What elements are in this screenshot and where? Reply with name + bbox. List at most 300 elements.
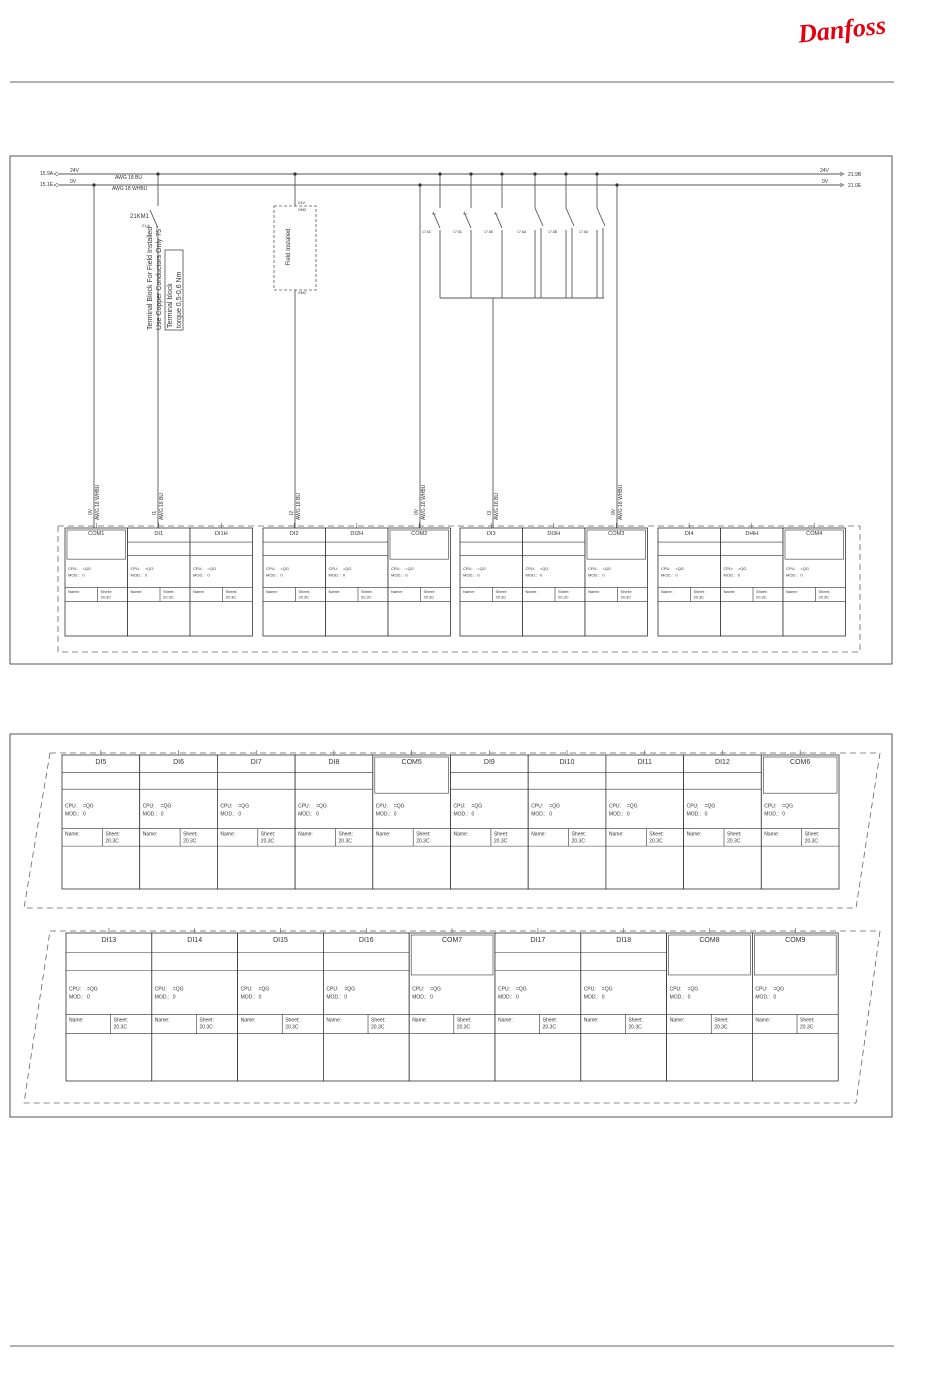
cpu-value: =QG: [342, 566, 352, 572]
mod-label: MOD.:: [391, 572, 403, 578]
sheet-label: Sheet:: [804, 831, 820, 838]
cpu-value: =QG: [430, 986, 441, 993]
sheet-label: Sheet:: [649, 831, 664, 838]
sheet-label: Sheet:: [416, 831, 431, 838]
mod-value: 0: [516, 994, 519, 1001]
sheet-value: 20.3C: [495, 594, 507, 600]
sheet-label: Sheet:: [558, 589, 570, 594]
contact-group: [422, 172, 605, 298]
sheet-value: 20.3C: [113, 1024, 127, 1031]
cpu-value: =QG: [773, 986, 785, 993]
sheet-value: 20.3C: [225, 594, 237, 600]
cpu-label: CPU:: [69, 986, 81, 993]
sheet-value: 20.3C: [423, 594, 435, 600]
mod-value: 0: [83, 811, 86, 818]
sheet-value: 20.3C: [693, 594, 705, 600]
cpu-value: =QG: [549, 803, 560, 810]
module-row-1: [65, 523, 846, 636]
cpu-label: CPU:: [391, 566, 401, 572]
cpu-value: =QG: [471, 803, 483, 810]
terminal-label: DI8: [328, 759, 340, 766]
mod-label: MOD.:: [686, 811, 702, 818]
name-label: Name:: [498, 1017, 513, 1024]
mod-label: MOD.:: [298, 811, 313, 818]
in-bottom-label: 15.1E: [40, 182, 54, 188]
terminal-label: DI2: [289, 531, 299, 538]
sheet-label: Sheet:: [818, 589, 831, 594]
wire-signal-label: I1: [152, 510, 158, 515]
sheet-value: 20.3C: [620, 594, 632, 600]
cpu-label: CPU:: [531, 803, 544, 810]
terminal-label: DI5: [95, 759, 107, 766]
sheet-label: Sheet:: [571, 831, 587, 838]
mod-label: MOD.:: [220, 811, 235, 818]
sheet-value: 20.3C: [260, 838, 275, 845]
rail-0v-label: 0V: [70, 179, 77, 185]
cpu-value: =QG: [602, 566, 611, 572]
terminal-label: COM8: [699, 937, 720, 944]
mod-label: MOD.:: [661, 572, 673, 578]
in-top-label: 15.9A: [40, 171, 54, 177]
mod-label: MOD.:: [68, 572, 80, 578]
cpu-label: CPU:: [723, 566, 734, 572]
module-cell-di13: [66, 928, 152, 1081]
cpu-label: CPU:: [412, 986, 425, 993]
mod-value: 0: [675, 572, 678, 578]
field-top-label: 24V: [298, 200, 306, 205]
field-installed-box: [274, 206, 316, 290]
mod-value: 0: [344, 994, 348, 1001]
cpu-label: CPU:: [661, 566, 671, 572]
sheet-label: Sheet:: [495, 589, 508, 594]
cpu-value: =QG: [405, 566, 414, 572]
module-cell-di4h: [721, 523, 784, 636]
module-cell-di18: [581, 928, 667, 1081]
wire-awg-label: AWG 18 BU: [494, 492, 500, 520]
sheet-label: Sheet:: [628, 1017, 643, 1024]
contact-5: [548, 172, 574, 298]
terminal-label: DI3H: [547, 531, 561, 538]
contact-tag: 17.6A: [517, 230, 527, 234]
mod-value: 0: [238, 811, 242, 818]
cpu-label: CPU:: [588, 566, 598, 572]
mod-value: 0: [144, 572, 148, 578]
cpu-value: =QG: [601, 986, 613, 993]
mod-label: MOD.:: [764, 811, 779, 818]
sheet-label: Sheet:: [199, 1017, 214, 1024]
cpu-value: =QG: [160, 803, 172, 810]
cpu-value: =QG: [393, 803, 405, 810]
wire-signal-label: I3: [487, 510, 493, 515]
sheet-value: 20.3C: [163, 594, 174, 600]
cpu-value: =QG: [280, 566, 289, 572]
name-label: Name:: [154, 1017, 170, 1024]
sheet-value: 20.3C: [199, 1024, 213, 1031]
cpu-value: =QG: [704, 803, 716, 810]
cpu-value: =QG: [516, 986, 527, 993]
sheet-value: 20.3C: [542, 1024, 556, 1031]
name-label: Name:: [240, 1017, 256, 1024]
mod-value: 0: [782, 811, 786, 818]
mod-label: MOD.:: [498, 994, 513, 1001]
terminal-label: DI2H: [350, 531, 364, 538]
sheet-label: Sheet:: [361, 589, 373, 594]
mod-label: MOD.:: [375, 811, 391, 818]
rail-24v-label: 24V: [70, 168, 79, 174]
cpu-label: CPU:: [142, 803, 155, 810]
contact-3: [484, 172, 504, 298]
mod-value: 0: [539, 572, 543, 578]
sheet-label: Sheet:: [371, 1017, 386, 1024]
terminal-note-line1: Terminal Block For Field Installed: [147, 226, 154, 330]
wire-signal-label: 0V: [88, 508, 94, 515]
cpu-label: CPU:: [498, 986, 510, 993]
name-label: Name:: [686, 831, 702, 838]
mod-value: 0: [342, 572, 346, 578]
terminal-label: COM9: [785, 937, 806, 944]
mod-value: 0: [405, 572, 408, 578]
mod-label: MOD.:: [65, 811, 80, 818]
name-label: Name:: [453, 831, 469, 838]
field-installed-label: Field Installed: [286, 228, 292, 266]
sheet-value: 20.3C: [285, 1024, 299, 1031]
mod-value: 0: [393, 811, 397, 818]
module-cell-com7: [409, 928, 495, 1081]
terminal-label: DI4H: [745, 531, 759, 538]
mod-value: 0: [172, 994, 176, 1001]
sheet-label: Sheet:: [727, 831, 742, 838]
terminal-label: DI12: [715, 759, 730, 766]
mod-value: 0: [316, 811, 319, 818]
cpu-value: =QG: [675, 566, 684, 572]
mod-label: MOD.:: [525, 572, 538, 578]
cpu-label: CPU:: [193, 566, 203, 572]
mod-label: MOD.:: [531, 811, 546, 818]
module-cell-di8: [295, 750, 373, 889]
module-cell-di3: [460, 523, 523, 636]
module-cell-com9: [752, 928, 838, 1081]
terminal-note-box2: torque 0,5-0,6 Nm: [176, 271, 183, 328]
sheet-label: Sheet:: [693, 589, 706, 594]
terminal-note: [147, 226, 183, 330]
wire-signal-label: I2: [289, 510, 295, 515]
name-label: Name:: [588, 589, 600, 594]
cpu-label: CPU:: [786, 566, 796, 572]
mod-value: 0: [477, 572, 480, 578]
sheet-value: 20.3C: [298, 594, 310, 600]
name-label: Name:: [266, 589, 278, 594]
cpu-value: =QG: [477, 566, 486, 572]
cpu-label: CPU:: [68, 566, 78, 572]
sheet-label: Sheet:: [285, 1017, 300, 1024]
mod-label: MOD.:: [786, 572, 798, 578]
wire-signal-label: 0V: [611, 508, 617, 515]
name-label: Name:: [525, 589, 538, 594]
cpu-value: =QG: [800, 566, 809, 572]
cpu-label: CPU:: [130, 566, 141, 572]
schematic: [40, 168, 862, 652]
cpu-label: CPU:: [463, 566, 473, 572]
terminal-label: DI4: [684, 531, 694, 538]
sheet-label: Sheet:: [225, 589, 238, 594]
module-row-3: [66, 928, 838, 1081]
name-label: Name:: [69, 1017, 84, 1024]
module-cell-di6: [140, 750, 218, 889]
field-xm-top: XM2: [298, 207, 307, 212]
module-cell-com1: [65, 523, 128, 636]
sheet-value: 20.3C: [371, 1024, 385, 1031]
terminal-label: COM6: [790, 759, 811, 766]
rail-0v-right-label: 0V: [822, 179, 829, 185]
terminal-label: DI9: [483, 759, 495, 766]
cpu-label: CPU:: [583, 986, 596, 993]
mod-value: 0: [430, 994, 433, 1001]
sheet-value: 20.3C: [727, 838, 741, 845]
mod-value: 0: [602, 572, 605, 578]
module-cell-di3h: [523, 523, 586, 636]
wire-awg-label: AWG 18 BU: [159, 492, 165, 520]
mod-label: MOD.:: [463, 572, 475, 578]
sheet-value: 20.3C: [571, 838, 585, 845]
cpu-label: CPU:: [669, 986, 682, 993]
wire-signal-label: 0V: [414, 508, 420, 515]
wire-awg-label: AWG 18 WHBU: [95, 484, 101, 520]
mod-label: MOD.:: [142, 811, 158, 818]
mod-value: 0: [160, 811, 164, 818]
contact-6: [579, 172, 605, 298]
mod-label: MOD.:: [669, 994, 685, 1001]
cpu-value: =QG: [82, 566, 91, 572]
out-top-label: 21.9B: [848, 172, 862, 178]
cpu-label: CPU:: [240, 986, 253, 993]
cpu-label: CPU:: [154, 986, 167, 993]
sheet-value: 20.3C: [756, 594, 767, 600]
awg-bu-label: AWG 18 BU: [115, 175, 143, 181]
sheet-label: Sheet:: [113, 1017, 129, 1024]
terminal-label: DI15: [273, 937, 288, 944]
name-label: Name:: [723, 589, 736, 594]
cpu-label: CPU:: [65, 803, 77, 810]
name-label: Name:: [326, 1017, 342, 1024]
mod-value: 0: [207, 572, 210, 578]
terminal-label: COM7: [441, 937, 463, 944]
terminal-label: COM1: [88, 531, 105, 538]
terminal-label: DI7: [250, 759, 262, 766]
name-label: Name:: [375, 831, 391, 838]
wire-awg-label: AWG 18 BU: [296, 492, 302, 520]
module-cell-di1h: [190, 523, 253, 636]
contact-4: [517, 172, 543, 298]
terminal-label: DI1H: [214, 531, 228, 538]
relay-label: 21KM1: [130, 214, 150, 220]
module-cell-di5: [62, 750, 140, 889]
name-label: Name:: [391, 589, 403, 594]
sheet-value: 20.3C: [183, 838, 197, 845]
name-label: Name:: [142, 831, 158, 838]
module-cell-di14: [152, 928, 238, 1081]
sheet-label: Sheet:: [456, 1017, 472, 1024]
cpu-value: =QG: [238, 803, 250, 810]
cpu-value: =QG: [344, 986, 356, 993]
mod-value: 0: [737, 572, 741, 578]
sheet-label: Sheet:: [163, 589, 175, 594]
terminal-label: DI13: [101, 937, 117, 944]
field-xm-bottom: XM2: [298, 290, 307, 295]
terminal-note-line2: Use Copper Conductors Only 75°: [156, 226, 163, 330]
name-label: Name:: [220, 831, 236, 838]
name-label: Name:: [608, 831, 624, 838]
name-label: Name:: [583, 1017, 599, 1024]
mod-label: MOD.:: [130, 572, 143, 578]
sheet-value: 20.3C: [416, 838, 430, 845]
terminal-label: DI11: [637, 759, 652, 766]
module-cell-di4: [658, 523, 721, 636]
mod-label: MOD.:: [266, 572, 278, 578]
cpu-label: CPU:: [453, 803, 466, 810]
sheet-value: 20.3C: [361, 594, 372, 600]
mod-value: 0: [471, 811, 475, 818]
name-label: Name:: [65, 831, 80, 838]
relay-contact: [150, 210, 158, 228]
mod-label: MOD.:: [755, 994, 770, 1001]
mod-value: 0: [87, 994, 90, 1001]
sheet-label: Sheet:: [100, 589, 113, 594]
awg-wh-label: AWG 18 WHBU: [112, 186, 148, 192]
terminal-label: DI16: [358, 937, 374, 944]
wire-awg-label: AWG 18 WHBU: [421, 484, 427, 520]
cpu-label: CPU:: [608, 803, 621, 810]
cpu-value: =QG: [207, 566, 216, 572]
module-cell-com4: [783, 523, 846, 636]
module-cell-di2: [263, 523, 326, 636]
sheet-label: Sheet:: [260, 831, 276, 838]
module-cell-di16: [323, 928, 409, 1081]
sheet-label: Sheet:: [183, 831, 198, 838]
module-cell-di12: [684, 750, 762, 889]
module-cell-com3: [585, 523, 648, 636]
cpu-value: =QG: [83, 803, 94, 810]
cpu-label: CPU:: [220, 803, 233, 810]
name-label: Name:: [298, 831, 313, 838]
mod-value: 0: [82, 572, 85, 578]
module-row-2: [62, 750, 839, 889]
cpu-value: =QG: [687, 986, 699, 993]
module-cell-di11: [606, 750, 684, 889]
sheet-value: 20.3C: [804, 838, 819, 845]
terminal-label: DI17: [530, 937, 546, 944]
wire-label-group: [88, 484, 624, 520]
name-label: Name:: [786, 589, 798, 594]
terminal-label: DI6: [173, 759, 185, 766]
cpu-label: CPU:: [326, 986, 339, 993]
cpu-label: CPU:: [375, 803, 388, 810]
terminal-label: DI10: [559, 759, 575, 766]
name-label: Name:: [755, 1017, 771, 1024]
sheet-value: 20.3C: [100, 594, 112, 600]
cpu-value: =QG: [87, 986, 98, 993]
sheet-value: 20.3C: [649, 838, 663, 845]
terminal-label: COM3: [608, 531, 625, 538]
sheet-label: Sheet:: [423, 589, 436, 594]
cpu-label: CPU:: [525, 566, 536, 572]
sheet-label: Sheet:: [620, 589, 633, 594]
sheet-value: 20.3C: [714, 1024, 728, 1031]
name-label: Name:: [661, 589, 673, 594]
mod-value: 0: [549, 811, 552, 818]
sheet-value: 20.3C: [105, 838, 119, 845]
module-cell-di9: [451, 750, 529, 889]
sheet-value: 20.3C: [800, 1024, 814, 1031]
mod-label: MOD.:: [240, 994, 256, 1001]
name-label: Name:: [328, 589, 341, 594]
sheet-label: Sheet:: [542, 1017, 558, 1024]
mod-value: 0: [800, 572, 803, 578]
relay-sub: 21.6: [142, 223, 150, 228]
sheet-value: 20.3C: [456, 1024, 471, 1031]
sheet-value: 20.3C: [818, 594, 830, 600]
terminal-label: COM5: [401, 759, 422, 766]
name-label: Name:: [412, 1017, 427, 1024]
name-label: Name:: [669, 1017, 685, 1024]
cpu-value: =QG: [172, 986, 184, 993]
module-cell-di10: [528, 750, 606, 889]
cpu-value: =QG: [316, 803, 327, 810]
name-label: Name:: [193, 589, 205, 594]
module-cell-com5: [373, 750, 451, 889]
contact-tag: 17.6E: [484, 230, 494, 234]
mod-label: MOD.:: [583, 994, 599, 1001]
cpu-value: =QG: [737, 566, 747, 572]
cpu-value: =QG: [626, 803, 638, 810]
terminal-label: DI14: [187, 937, 203, 944]
mod-value: 0: [601, 994, 605, 1001]
name-label: Name:: [130, 589, 143, 594]
cpu-value: =QG: [258, 986, 270, 993]
mod-label: MOD.:: [588, 572, 600, 578]
mod-label: MOD.:: [154, 994, 170, 1001]
mod-value: 0: [773, 994, 777, 1001]
name-label: Name:: [68, 589, 80, 594]
mod-label: MOD.:: [69, 994, 84, 1001]
mod-label: MOD.:: [328, 572, 341, 578]
cpu-label: CPU:: [328, 566, 339, 572]
sheet-label: Sheet:: [105, 831, 120, 838]
mod-label: MOD.:: [608, 811, 624, 818]
contact-tag: 17.6B: [548, 230, 558, 234]
terminal-label: DI3: [486, 531, 496, 538]
cpu-label: CPU:: [298, 803, 311, 810]
module-cell-com6: [761, 750, 839, 889]
terminal-label: DI1: [154, 531, 164, 538]
module-cell-com2: [388, 523, 451, 636]
sheet-label: Sheet:: [800, 1017, 815, 1024]
rail-24v-right-label: 24V: [820, 168, 829, 174]
module-cell-di15: [238, 928, 324, 1081]
sheet-label: Sheet:: [756, 589, 768, 594]
module-cell-di1: [128, 523, 191, 636]
mod-value: 0: [626, 811, 630, 818]
cpu-value: =QG: [144, 566, 154, 572]
sheet-value: 20.3C: [338, 838, 352, 845]
sheet-value: 20.3C: [628, 1024, 642, 1031]
mod-value: 0: [687, 994, 691, 1001]
module-cell-di2h: [326, 523, 389, 636]
danfoss-logo: [796, 10, 888, 48]
sheet-label: Sheet:: [298, 589, 311, 594]
out-bottom-label: 21.0E: [848, 183, 862, 189]
sheet-value: 20.3C: [493, 838, 508, 845]
contact-2: [453, 172, 473, 298]
